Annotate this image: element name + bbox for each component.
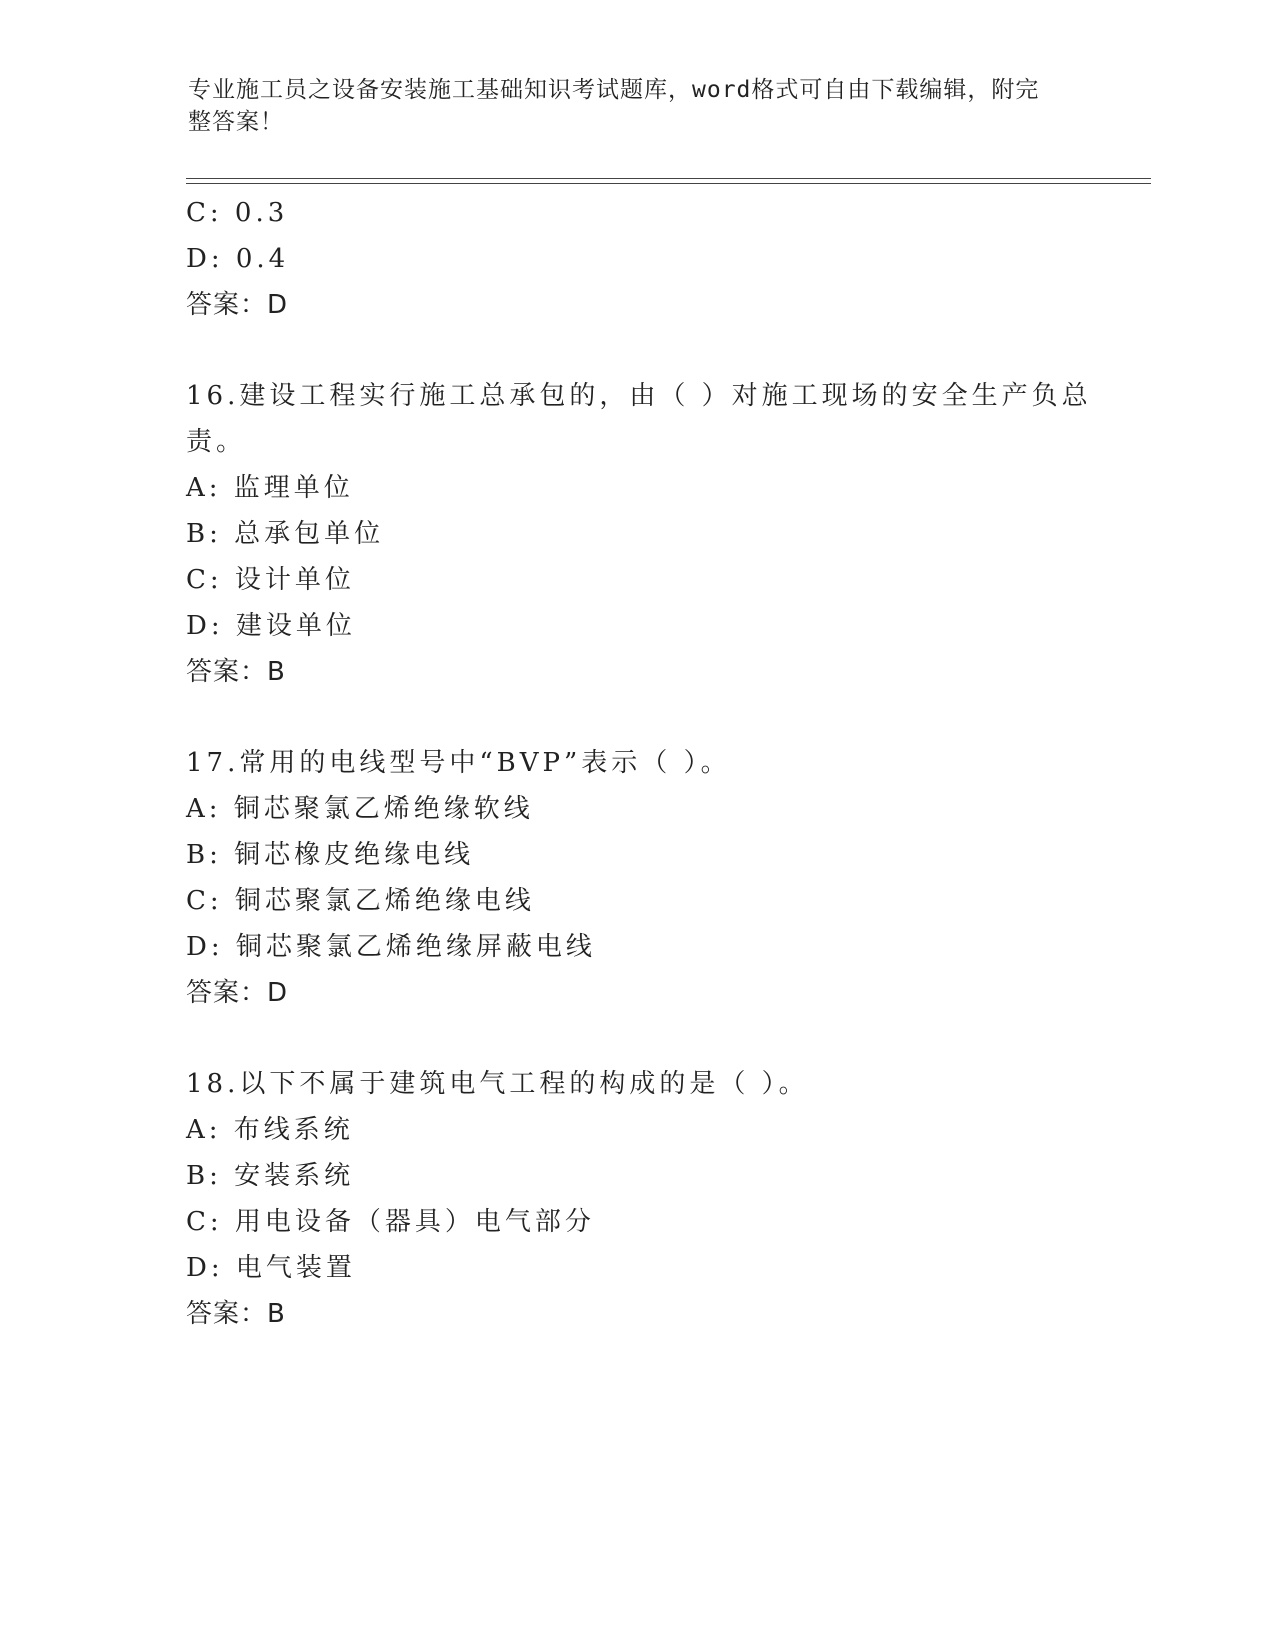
spacer: [186, 1016, 1086, 1061]
question-stem-continued: 责。: [186, 427, 247, 457]
option-d: D: 电气装置: [186, 1253, 356, 1283]
header-line-1: 专业施工员之设备安装施工基础知识考试题库，word格式可自由下载编辑，附完: [188, 77, 1040, 103]
page-header: [188, 74, 1068, 138]
option-b: B: 铜芯橡皮绝缘电线: [186, 840, 475, 870]
answer: 答案：B: [186, 657, 286, 687]
question-list: [186, 190, 1092, 1337]
option-c: C: 铜芯聚氯乙烯绝缘电线: [186, 886, 535, 916]
option-c: C: 设计单位: [186, 565, 355, 595]
option-a: A: 布线系统: [186, 1115, 354, 1145]
option-c: C: 0.3: [186, 198, 289, 228]
option-a: A: 铜芯聚氯乙烯绝缘软线: [186, 794, 534, 824]
question-17: [186, 740, 1086, 1016]
question-stem: 18.以下不属于建筑电气工程的构成的是（ ）。: [186, 1069, 809, 1099]
option-a: A: 监理单位: [186, 473, 354, 503]
spacer: [186, 695, 1086, 740]
question-stem: 17.常用的电线型号中“BVP”表示（ ）。: [186, 748, 731, 778]
answer: 答案：B: [186, 1299, 286, 1329]
header-line-2: 整答案！: [188, 109, 284, 135]
option-d: D: 0.4: [186, 244, 290, 274]
question-18: [186, 1061, 1086, 1337]
option-d: D: 建设单位: [186, 611, 356, 641]
header-divider-bottom: [186, 183, 1151, 184]
answer: 答案：D: [186, 290, 289, 320]
option-b: B: 总承包单位: [186, 519, 385, 549]
header-divider-top: [186, 178, 1151, 179]
option-d: D: 铜芯聚氯乙烯绝缘屏蔽电线: [186, 932, 596, 962]
question-16: [186, 373, 1092, 695]
option-c: C: 用电设备（器具）电气部分: [186, 1207, 595, 1237]
spacer: [186, 328, 1086, 373]
answer: 答案：D: [186, 978, 289, 1008]
question-15-tail: [186, 190, 1086, 328]
option-b: B: 安装系统: [186, 1161, 355, 1191]
question-stem: 16.建设工程实行施工总承包的，由（ ）对施工现场的安全生产负总: [186, 381, 1092, 411]
